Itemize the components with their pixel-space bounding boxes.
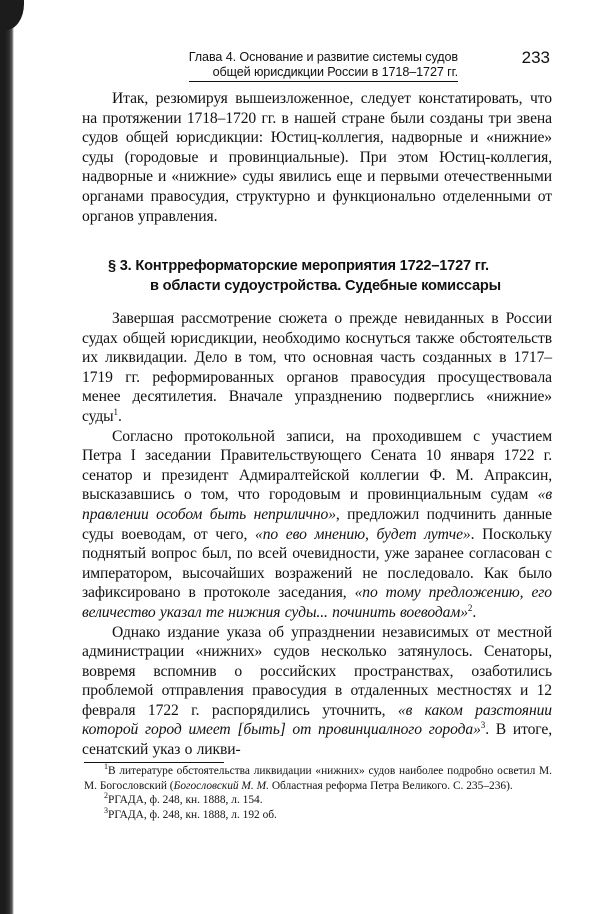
footnotes [84,764,552,822]
footnote-1-text-2: Областная реформа Петра Великого. С. 235–236). [268,779,513,792]
footnote-1-author: Богословский М. М. [173,779,269,792]
paragraph-1-text: Завершая рассмотрение сюжета о прежде невиданных в России судах общей юрисдикции, необходимо коснуться также обстоятельств их ликвидации. Дело в том, что основная часть созданных в 1717–1719 гг. реформированных органов правосудия просуществовала менее десятилетия. Вначале упразднению подверглись «нижние» суды [82,310,552,425]
footnote-1-text-1: В литературе обстоятельства ликвидации «нижних» судов наиболее подробно осветил М. М. Богословский ( [84,765,552,792]
page-number: 233 [521,48,550,67]
section-heading-line2: в области судоустройства. Судебные комиссары [150,278,501,294]
footnote-ref-1[interactable]: 1 [113,406,118,417]
intro-paragraph: Итак, резюмируя вышеизложенное, следует констатировать, что на протяжении 1718–1720 гг. в нашей стране были созданы три звена судов общей юрисдикции: Юстиц-коллегия, надворные и «нижние» суды (городовые и провинциальные). При этом Юстиц-коллегия, надворные и «нижние» суды явились еще и первыми отечественными органами правосудия, структурно и функционально отделенными от органов управления. [82,90,552,225]
paragraph-3-text-1: Однако издание указа об упразднении независимых от местной администрации «нижних» судов несколько затянулось. Сенаторы, вовремя вспомнив о российских пространствах, озаботились проблемой отправления правосудия в отдаленных местностях и 12 февраля 1722 г. распорядились уточнить, [82,623,552,719]
page-corner-shadow [0,0,24,30]
footnote-mark-3: 3 [104,805,108,815]
paragraph-2-text-3: . Поскольку поднятый вопрос был, по всей очевидности, уже заранее согласован с императором, высочайших возражений не последовало. Как было зафиксировано в протоколе заседания, [82,525,552,602]
footnote-3 [84,805,552,823]
paragraph-2-quote-2: «по ево мнению, будет лутче» [255,525,471,543]
footnote-ref-2[interactable]: 2 [467,602,473,613]
paragraph-2-text-1: Согласно протокольной записи, на проходившем с участием Петра I заседании Правительствующего Сената 10 января 1722 г. сенатор и президент Адмиралтейской коллегии Ф. М. Апраксин, высказавшись о том, что городовым и провинциальным судам [82,427,552,504]
paragraph-2 [82,427,552,623]
footnote-2 [84,793,552,808]
paragraph-2-end: . [472,603,477,621]
section-heading-line1: § 3. Контрреформаторские мероприятия 1722–1727 гг. [108,258,489,274]
paragraph-3-quote-1: «в каком разстоянии которой город имеет [быть] от провинциалного города» [82,701,552,739]
footnote-3-text: РГАДА, ф. 248, кн. 1888, л. 192 об. [108,808,277,821]
body-text [82,309,552,760]
paragraph-2-text-2: , предложил подчинить данные суды воеводам, от чего, [82,505,552,543]
running-head-subtitle: общей юрисдикции России в 1718–1727 гг. [189,65,458,82]
page-header [150,42,550,86]
paragraph-3-text-2: . В итоге, сенатский указ о ликви- [82,721,552,759]
paragraph-2-quote-3: «по тому предложению, его величество указал те нижния суды... починить воеводам» [82,584,552,621]
page-binding-shadow [0,0,14,914]
intro-block [82,89,552,226]
paragraph-3 [82,623,552,760]
footnote-mark-1: 1 [104,762,108,771]
paragraph-2-quote-1: «в правлении особом быть неприлично» [82,486,552,523]
footnote-1 [84,764,552,793]
section-heading [108,256,568,296]
paragraph-1-end: . [117,407,122,425]
running-head [189,50,458,82]
footnote-2-text: РГАДА, ф. 248, кн. 1888, л. 154. [108,794,263,807]
footnote-ref-3[interactable]: 3 [480,720,486,731]
paragraph-1 [82,309,552,427]
running-head-chapter: Глава 4. Основание и развитие системы судов [188,50,458,64]
footnote-mark-2: 2 [104,791,108,801]
